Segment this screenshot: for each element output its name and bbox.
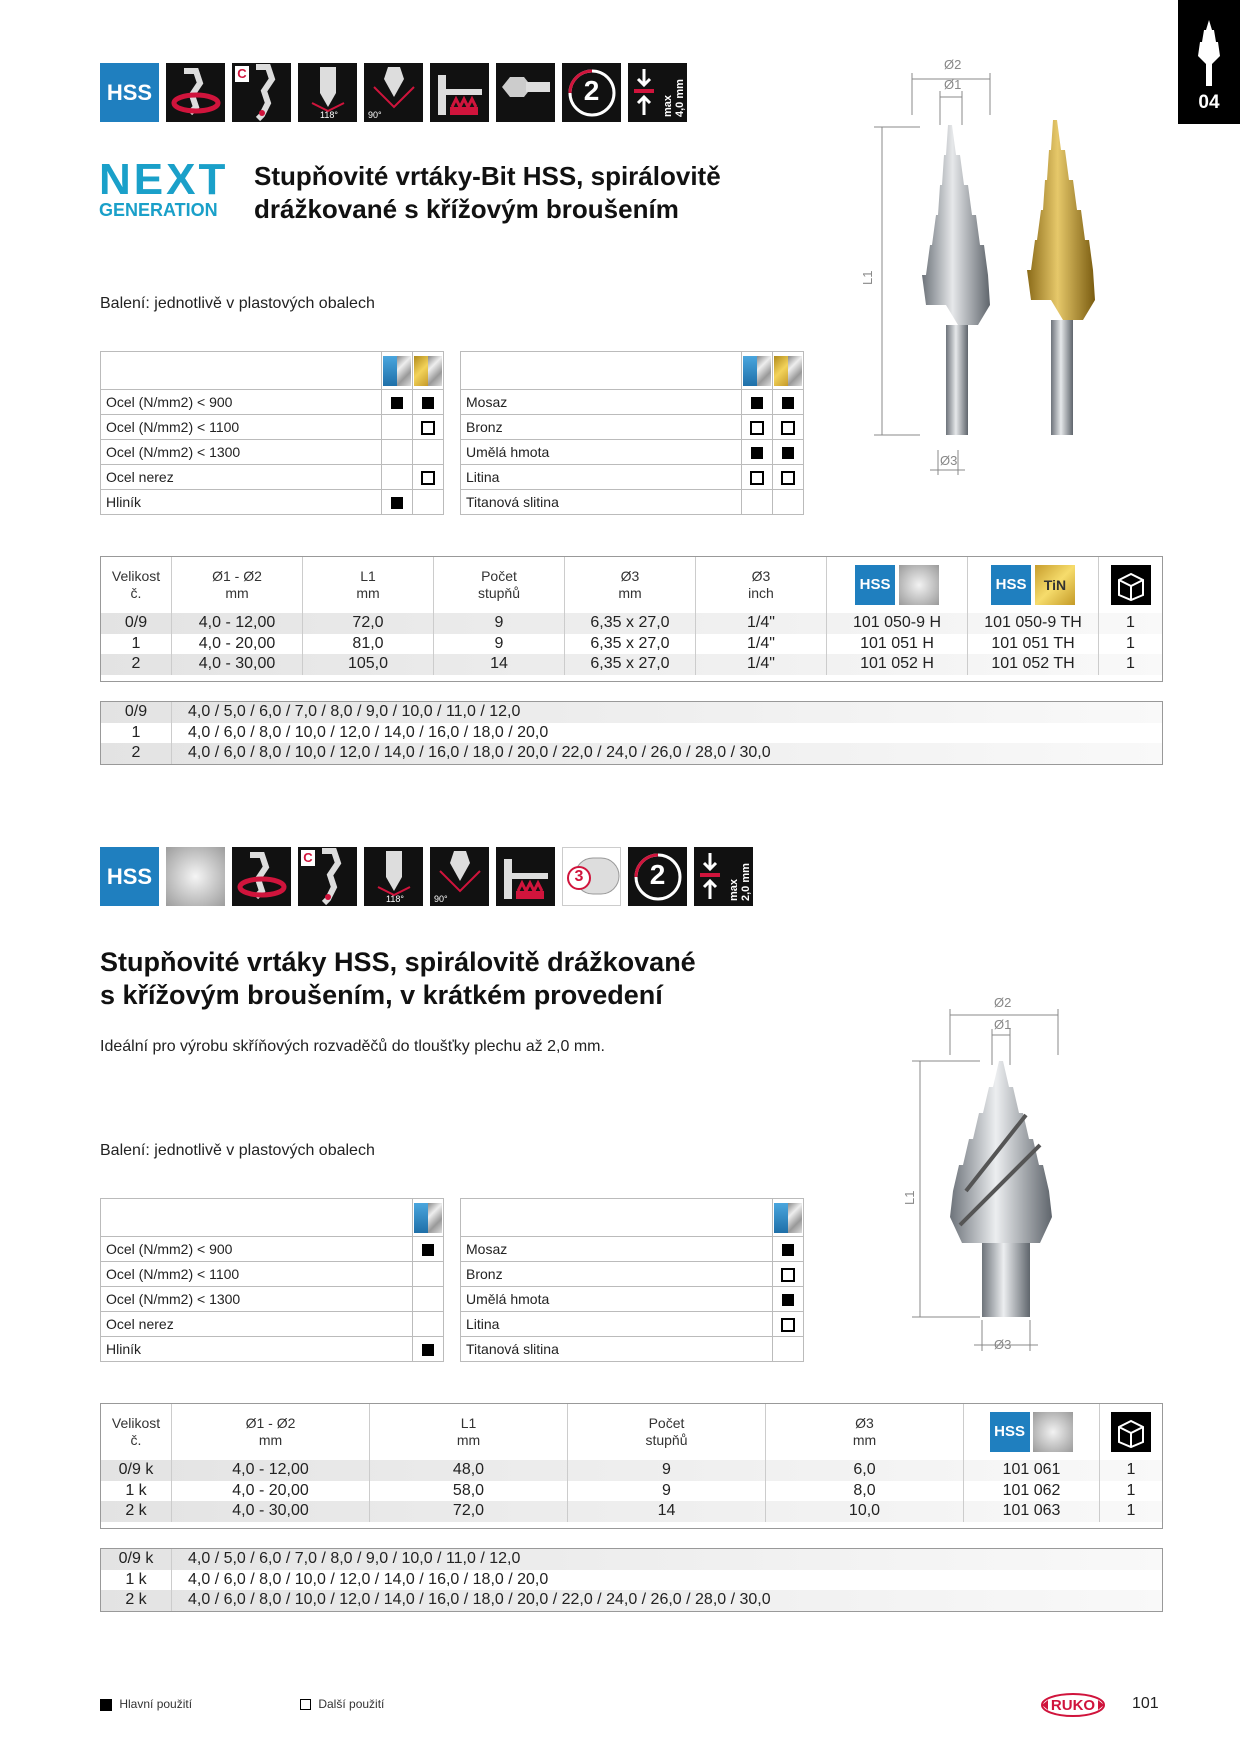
step-diameters: 4,0 / 6,0 / 8,0 / 10,0 / 12,0 / 14,0 / 16,0 / 18,0 / 20,0 / 22,0 / 24,0 / 26,0 / 28,0 / 30,0 [188,744,771,762]
cell-range: 4,0 - 12,00 [172,1460,370,1481]
cell-inch: 1/4" [696,654,827,675]
next-generation-logo [99,155,229,220]
table-row [101,634,1162,655]
hdr-hss-tin [968,557,1099,613]
cell-pack: 1 [1126,1481,1136,1499]
filled-square-icon [782,1294,794,1306]
material-suitability [773,1237,804,1262]
s2-packaging: Balení: jednotlivě v plastových obalech [100,1142,375,1159]
material-suitability [382,390,413,415]
package-icon [1111,565,1151,605]
coating-swatch [413,1199,444,1237]
material-row [461,465,804,490]
hdr-d3-inch-unit: inch [748,585,774,601]
s1-material-table-left [100,351,444,515]
s2-material-table-left [100,1198,444,1362]
material-name: Hliník [101,1337,413,1362]
max-thickness-icon [694,847,753,906]
hdr-pack [1100,1404,1163,1460]
material-row [101,465,444,490]
material-name: Mosaz [461,1237,773,1262]
material-suitability [413,1262,444,1287]
material-name: Litina [461,1312,773,1337]
hdr-l1-unit: mm [356,585,380,601]
cutting-edges-count: 2 [583,75,600,106]
next-logo-line1: NEXT [99,155,229,204]
step-row [101,1590,1162,1611]
s2-product-diagram [900,995,1080,1365]
cell-size: 2 [101,654,172,675]
material-row [101,1287,444,1312]
hdr-d3-inch: Ø3 [751,568,771,584]
material-suitability [742,465,773,490]
s1-title [254,160,721,226]
material-name: Mosaz [461,390,742,415]
material-suitability [773,465,804,490]
cell-range: 4,0 - 20,00 [172,1481,370,1502]
cell-size: 0/9 [101,613,172,634]
short-step-drill-image [950,1061,1052,1317]
cell-steps: 9 [568,1481,766,1502]
table-row [101,613,1162,634]
cell-size: 1 [101,634,172,655]
s1-data-table [101,557,1162,675]
coating-swatch [742,352,773,390]
cell-d3: 10,0 [766,1501,964,1522]
cutting-edges-count: 2 [649,859,666,890]
filled-square-icon [422,397,434,409]
material-suitability [413,1312,444,1337]
l1-label: L1 [860,270,875,285]
cell-art: 101 062 [964,1481,1100,1502]
hdr-hss-bright [964,1404,1100,1460]
material-row [461,1237,804,1262]
cell-steps: 14 [434,654,565,675]
step-size: 2 [101,743,172,764]
sheet-metal-gauge-icon [430,63,489,122]
cell-art1: 101 052 H [827,654,968,675]
material-name: Ocel (N/mm2) < 900 [101,1237,413,1262]
empty-square-icon [750,421,764,435]
s1-packaging: Balení: jednotlivě v plastových obalech [100,295,375,312]
material-row [101,390,444,415]
tin-badge: TiN [1035,565,1075,605]
empty-square-icon [421,421,435,435]
hss-material-icon [100,63,159,122]
material-name: Ocel nerez [101,1312,413,1337]
countersink-icon [232,63,291,122]
cell-d3: 6,35 x 27,0 [565,613,696,634]
cutting-edges-icon [628,847,687,906]
cutting-edges-icon [562,63,621,122]
cell-art1: 101 051 H [827,634,968,655]
cell-l1: 72,0 [370,1501,568,1522]
point-angle-118-icon [298,63,357,122]
cell-inch: 1/4" [696,613,827,634]
silver-step-drill-image [922,125,990,435]
material-row [461,415,804,440]
material-row [101,490,444,515]
step-row [101,1570,1162,1591]
step-size: 2 k [101,1590,172,1611]
cell-l1: 48,0 [370,1460,568,1481]
hdr-d3: Ø3 [620,568,640,584]
hdr-size-2: č. [130,1432,142,1448]
hdr-d3-unit: mm [852,1432,877,1448]
hdr-l1: L1 [360,568,376,584]
material-suitability [773,1337,804,1362]
table-row [101,1501,1162,1522]
cell-pack: 1 [1126,1461,1136,1479]
material-name: Ocel (N/mm2) < 1100 [101,415,382,440]
cell-d3: 6,35 x 27,0 [565,654,696,675]
s2-title [100,946,696,1012]
s1-product-diagram [860,55,1120,485]
hss-badge: HSS [990,1412,1030,1452]
step-size: 1 k [101,1570,172,1591]
angle-90-label: 90° [434,894,448,904]
d3-label: Ø3 [940,453,958,468]
cell-inch: 1/4" [696,634,827,655]
shank-flat-count: 3 [574,868,584,885]
material-suitability [413,390,444,415]
cell-d3: 6,35 x 27,0 [565,634,696,655]
table-row [101,1460,1162,1481]
bright-finish-icon [166,847,225,906]
filled-square-icon [751,447,763,459]
legend-other-use-label: Další použití [318,1697,385,1711]
s1-title-line1: Stupňovité vrtáky-Bit HSS, spirálovitě [254,161,721,191]
material-row [101,1312,444,1337]
material-name: Umělá hmota [461,1287,773,1312]
ruko-logo [1040,1690,1106,1720]
d3-label: Ø3 [994,1337,1012,1352]
hdr-steps: Počet [481,568,517,584]
material-suitability [382,415,413,440]
cell-range: 4,0 - 30,00 [172,654,303,675]
filled-square-icon [391,397,403,409]
empty-square-icon [781,1268,795,1282]
hdr-steps: Počet [648,1415,685,1431]
material-suitability [742,490,773,515]
step-drill-icon [1196,18,1222,88]
cell-pack: 1 [1126,634,1135,652]
rotation-direction-icon [166,63,225,122]
filled-square-icon [782,447,794,459]
material-suitability [413,490,444,515]
s2-material-table-right [460,1198,804,1362]
hdr-hss-bright [827,557,968,613]
hdr-range-unit: mm [258,1432,283,1448]
step-size: 0/9 [101,702,172,723]
legend-main-use-label: Hlavní použití [119,1697,193,1711]
empty-square-icon [781,421,795,435]
filled-square-icon [782,397,794,409]
step-size: 1 [101,723,172,744]
material-row [461,1312,804,1337]
material-suitability [773,1262,804,1287]
hss-badge: HSS [855,565,895,605]
chapter-number: 04 [1198,92,1220,113]
material-suitability [413,1287,444,1312]
hdr-l1: L1 [460,1415,477,1431]
hdr-d3-unit: mm [618,585,642,601]
page-number: 101 [1132,1695,1159,1712]
step-row [101,743,1162,764]
package-icon [1111,1412,1151,1452]
cell-art: 101 063 [964,1501,1100,1522]
point-angle-118-icon [364,847,423,906]
material-suitability [382,465,413,490]
s1-steps-table [101,702,1162,764]
material-suitability [742,440,773,465]
hdr-range: Ø1 - Ø2 [212,568,262,584]
material-suitability [742,415,773,440]
material-suitability [773,440,804,465]
coating-swatch [773,352,804,390]
hss-label: HSS [106,863,153,889]
cell-pack: 1 [1126,614,1135,632]
countersink-letter: C [301,850,315,866]
empty-square-icon [781,471,795,485]
cell-d3: 8,0 [766,1481,964,1502]
material-suitability [773,490,804,515]
material-name: Bronz [461,1262,773,1287]
step-diameters: 4,0 / 6,0 / 8,0 / 10,0 / 12,0 / 14,0 / 16,0 / 18,0 / 20,0 / 22,0 / 24,0 / 26,0 / 28,0 / 30,0 [188,1591,771,1609]
cell-size: 1 k [101,1481,172,1502]
hdr-steps-2: stupňů [645,1432,688,1448]
s2-title-line2: s křížovým broušením, v krátkém provedení [100,980,663,1010]
material-suitability [382,490,413,515]
cell-steps: 9 [434,634,565,655]
next-logo-line2: GENERATION [99,200,218,220]
hss-label: HSS [106,79,153,105]
angle-90-label: 90° [368,110,382,120]
material-name: Ocel (N/mm2) < 1100 [101,1262,413,1287]
empty-square-icon [750,471,764,485]
material-row [461,1262,804,1287]
hdr-pack [1099,557,1163,613]
material-row [101,1337,444,1362]
material-row [461,1287,804,1312]
cell-range: 4,0 - 30,00 [172,1501,370,1522]
cell-size: 2 k [101,1501,172,1522]
filled-square-icon [422,1244,434,1256]
hdr-size: Velikost [111,1415,161,1431]
max-value: 2,0 mm [740,863,752,901]
s2-steps-table [101,1549,1162,1611]
rotation-direction-icon [232,847,291,906]
s1-material-table-right [460,351,804,515]
material-suitability [773,1312,804,1337]
material-suitability [413,1237,444,1262]
empty-square-icon [300,1699,311,1710]
legend-main-use [100,1697,192,1711]
material-name: Ocel (N/mm2) < 900 [101,390,382,415]
material-row [461,1337,804,1362]
material-row [461,390,804,415]
cell-art2: 101 052 TH [968,654,1099,675]
material-name: Titanová slitina [461,1337,773,1362]
coating-swatch [413,352,444,390]
s1-title-line2: drážkované s křížovým broušením [254,194,679,224]
material-name: Litina [461,465,742,490]
material-suitability [742,390,773,415]
material-name: Bronz [461,415,742,440]
material-suitability [382,440,413,465]
hdr-range-unit: mm [225,585,249,601]
hdr-steps-2: stupňů [477,585,521,601]
s2-title-line1: Stupňovité vrtáky HSS, spirálovitě drážkované [100,947,696,977]
hdr-l1-unit: mm [456,1432,481,1448]
empty-square-icon [781,1318,795,1332]
cell-art1: 101 050-9 H [827,613,968,634]
material-suitability [413,440,444,465]
material-name: Titanová slitina [461,490,742,515]
ruko-logo-text: RUKO [1050,1697,1096,1714]
table-row [101,654,1162,675]
cell-steps: 9 [434,613,565,634]
coating-swatch [382,352,413,390]
angle-118-label: 118° [320,110,338,120]
countersink-letter: C [235,66,249,82]
gold-step-drill-image [1027,120,1095,435]
max-value: 4,0 mm [674,79,686,117]
bright-finish-swatch [1033,1412,1073,1452]
l1-label: L1 [902,1190,917,1205]
cell-art: 101 061 [964,1460,1100,1481]
material-row [461,440,804,465]
max-label: max [662,94,674,117]
hex-shank-icon [496,63,555,122]
angle-118-label: 118° [386,894,404,904]
hss-badge: HSS [991,565,1031,605]
d2-label: Ø2 [944,57,962,72]
cell-l1: 72,0 [303,613,434,634]
cell-l1: 81,0 [303,634,434,655]
cell-range: 4,0 - 12,00 [172,613,303,634]
material-suitability [413,1337,444,1362]
countersink-angle-90-icon [364,63,423,122]
cell-art2: 101 051 TH [968,634,1099,655]
cell-pack: 1 [1126,1502,1136,1520]
material-row [101,415,444,440]
material-row [461,490,804,515]
step-diameters: 4,0 / 5,0 / 6,0 / 7,0 / 8,0 / 9,0 / 10,0 / 11,0 / 12,0 [188,703,521,721]
material-suitability [773,415,804,440]
material-suitability [413,465,444,490]
material-name: Hliník [101,490,382,515]
countersink-angle-90-icon [430,847,489,906]
cell-range: 4,0 - 20,00 [172,634,303,655]
countersink-icon [298,847,357,906]
cell-d3: 6,0 [766,1460,964,1481]
material-row [101,1262,444,1287]
material-suitability [773,1287,804,1312]
table-row [101,1481,1162,1502]
step-size: 0/9 k [101,1549,172,1570]
cell-steps: 14 [568,1501,766,1522]
material-name: Ocel nerez [101,465,382,490]
step-diameters: 4,0 / 5,0 / 6,0 / 7,0 / 8,0 / 9,0 / 10,0 / 11,0 / 12,0 [188,1550,521,1568]
empty-square-icon [421,471,435,485]
coating-swatch [773,1199,804,1237]
filled-square-icon [391,497,403,509]
hdr-size: Velikost [111,568,161,584]
filled-square-icon [751,397,763,409]
material-row [101,1237,444,1262]
cell-size: 0/9 k [101,1460,172,1481]
step-diameters: 4,0 / 6,0 / 8,0 / 10,0 / 12,0 / 14,0 / 16,0 / 18,0 / 20,0 [188,1570,549,1588]
s2-data-table [101,1404,1162,1522]
step-row [101,1549,1162,1570]
step-row [101,723,1162,744]
bright-finish-swatch [899,565,939,605]
cell-pack: 1 [1126,655,1135,673]
filled-square-icon [782,1244,794,1256]
material-suitability [413,415,444,440]
s2-description: Ideální pro výrobu skříňových rozvaděčů do tloušťky plechu až 2,0 mm. [100,1038,605,1055]
hdr-range: Ø1 - Ø2 [245,1415,296,1431]
three-flat-shank-icon [562,847,621,906]
material-name: Umělá hmota [461,440,742,465]
d2-label: Ø2 [994,995,1012,1010]
d1-label: Ø1 [994,1017,1012,1032]
sheet-metal-gauge-icon [496,847,555,906]
cell-l1: 58,0 [370,1481,568,1502]
material-row [101,440,444,465]
cell-steps: 9 [568,1460,766,1481]
cell-l1: 105,0 [303,654,434,675]
d1-label: Ø1 [944,77,962,92]
hdr-size-2: č. [130,585,142,601]
cell-art2: 101 050-9 TH [968,613,1099,634]
filled-square-icon [100,1699,112,1711]
material-suitability [773,390,804,415]
max-thickness-icon [628,63,687,122]
legend-other-use [300,1697,384,1711]
step-row [101,702,1162,723]
hdr-d3: Ø3 [855,1415,874,1431]
filled-square-icon [422,1344,434,1356]
hss-material-icon [100,847,159,906]
max-label: max [728,878,740,901]
material-name: Ocel (N/mm2) < 1300 [101,440,382,465]
step-diameters: 4,0 / 6,0 / 8,0 / 10,0 / 12,0 / 14,0 / 16,0 / 18,0 / 20,0 [188,723,549,741]
material-name: Ocel (N/mm2) < 1300 [101,1287,413,1312]
chapter-tab [1178,0,1240,124]
